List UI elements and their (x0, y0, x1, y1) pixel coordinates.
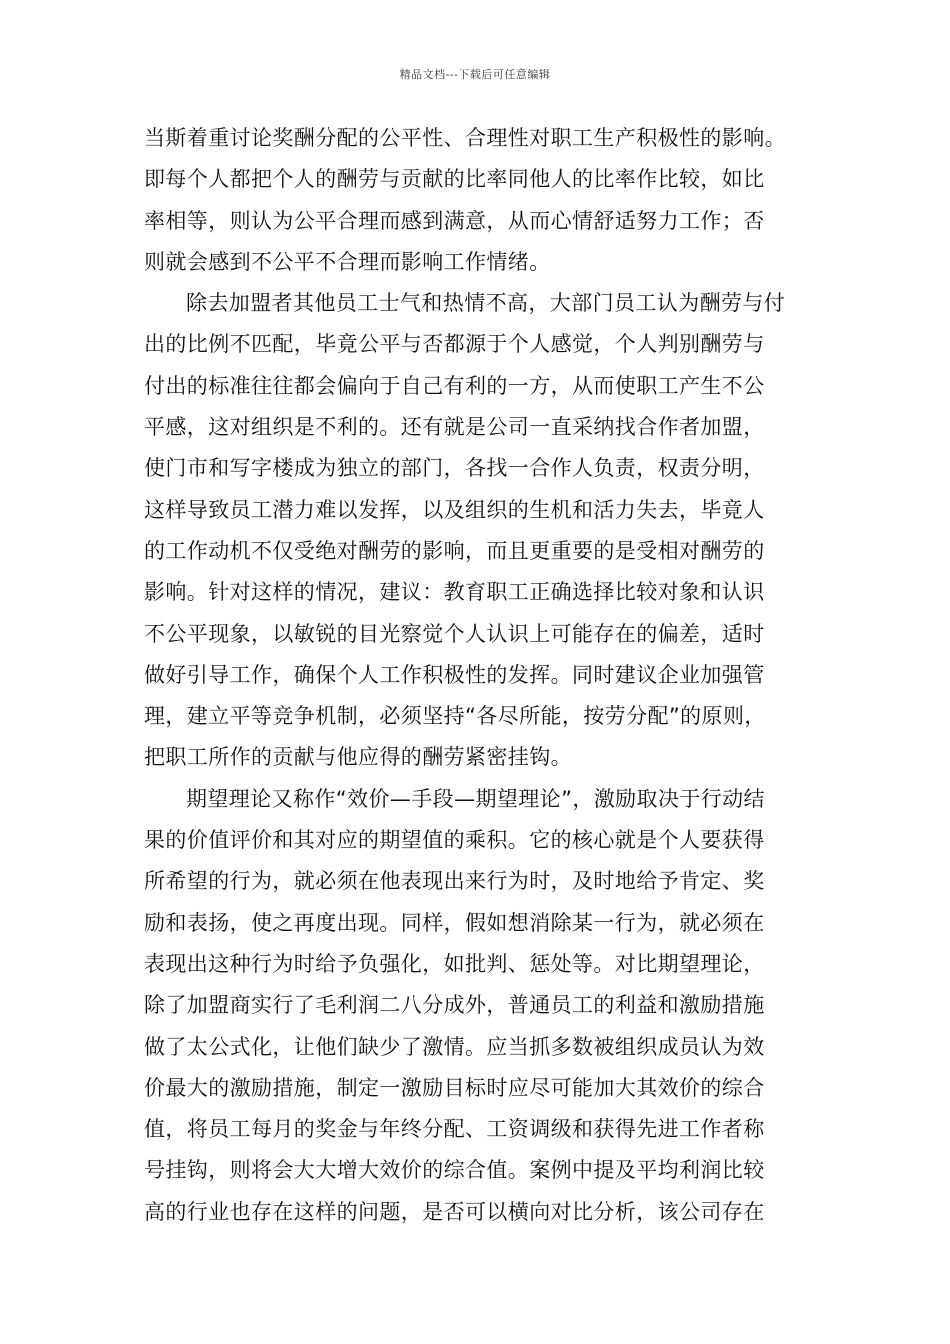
text-line: 使门市和写字楼成为独立的部门，各找一合作人负责，权责分明， (144, 456, 765, 481)
paragraph-3 (144, 779, 812, 1233)
text-line: 值，将员工每月的奖金与年终分配、工资调级和获得先进工作者称 (144, 1117, 765, 1142)
text-line: 高的行业也存在这样的问题，是否可以横向对比分析，该公司存在 (144, 1199, 765, 1224)
text-line: 做了太公式化，让他们缺少了激情。应当抓多数被组织成员认为效 (144, 1034, 765, 1059)
text-line: 平感，这对组织是不利的。还有就是公司一直采纳找合作者加盟， (144, 415, 765, 440)
text-line: 除去加盟者其他员工士气和热情不高，大部门员工认为酬劳与付 (186, 291, 786, 316)
text-line: 所希望的行为，就必须在他表现出来行为时，及时地给予肯定、奖 (144, 869, 765, 894)
text-line: 表现出这种行为时给予负强化，如批判、惩处等。对比期望理论， (144, 951, 765, 976)
document-body (144, 118, 812, 1233)
text-line: 率相等，则认为公平合理而感到满意，从而心情舒适努力工作；否 (144, 208, 765, 233)
text-line: 即每个人都把个人的酬劳与贡献的比率同他人的比率作比较，如比 (144, 167, 765, 192)
text-line: 的工作动机不仅受绝对酬劳的影响，而且更重要的是受相对酬劳的 (144, 538, 765, 563)
paragraph-1 (144, 118, 812, 283)
text-line: 期望理论又称作“效价—手段—期望理论”，激励取决于行动结 (186, 786, 765, 811)
text-line: 付出的标准往往都会偏向于自己有利的一方，从而使职工产生不公 (144, 373, 765, 398)
text-line: 不公平现象，以敏锐的目光察觉个人认识上可能存在的偏差，适时 (144, 621, 765, 646)
text-line: 出的比例不匹配，毕竟公平与否都源于个人感觉，个人判别酬劳与 (144, 332, 765, 357)
text-line: 影响。针对这样的情况，建议：教育职工正确选择比较对象和认识 (144, 580, 765, 605)
text-line: 理，建立平等竞争机制，必须坚持“各尽所能，按劳分配”的原则， (144, 704, 766, 729)
text-line: 价最大的激励措施，制定一激励目标时应尽可能加大其效价的综合 (144, 1075, 765, 1100)
text-line: 这样导致员工潜力难以发挥，以及组织的生机和活力失去，毕竟人 (144, 497, 765, 522)
text-line: 则就会感到不公平不合理而影响工作情绪。 (144, 249, 551, 274)
text-line: 做好引导工作，确保个人工作积极性的发挥。同时建议企业加强管 (144, 662, 765, 687)
text-line: 果的价值评价和其对应的期望值的乘积。它的核心就是个人要获得 (144, 828, 765, 853)
text-line: 除了加盟商实行了毛利润二八分成外，普通员工的利益和激励措施 (144, 993, 765, 1018)
page-header: 精品文档---下载后可任意编辑 (399, 68, 551, 81)
text-line: 当斯着重讨论奖酬分配的公平性、合理性对职工生产积极性的影响。 (144, 126, 786, 150)
text-line: 把职工所作的贡献与他应得的酬劳紧密挂钩。 (144, 745, 572, 770)
text-line: 励和表扬，使之再度出现。同样，假如想消除某一行为，就必须在 (144, 910, 765, 935)
paragraph-2 (144, 283, 812, 779)
text-line: 号挂钩，则将会大大增大效价的综合值。案例中提及平均利润比较 (144, 1158, 765, 1183)
